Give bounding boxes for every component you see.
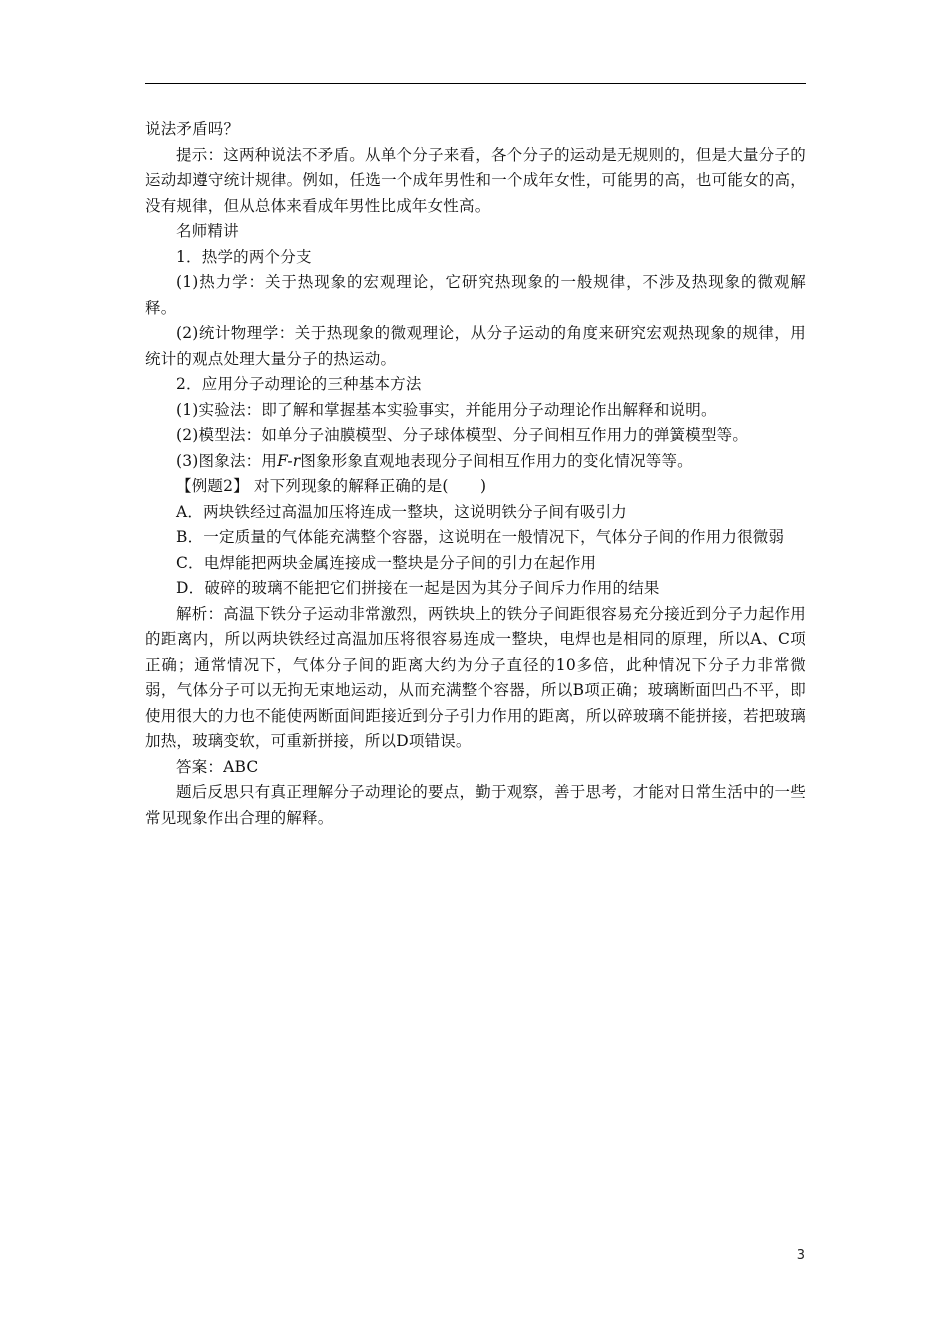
section-heading-explanation: 名师精讲	[176, 222, 239, 240]
subheading-thermal-branches: 1．热学的两个分支	[176, 247, 312, 266]
paragraph-answer: 答案：ABC	[176, 757, 259, 776]
graph-method-symbol: F-r	[277, 451, 301, 470]
paragraph-model-method: (2)模型法：如单分子油膜模型、分子球体模型、分子间相互作用力的弹簧模型等。	[176, 426, 749, 444]
paragraph-analysis: 解析：高温下铁分子运动非常激烈，两铁块上的铁分子间距很容易充分接近到分子力起作用的距离内，所以两块铁经过高温加压将很容易连成一整块，电焊也是相同的原理，所以A、C项正确；通常情况下，气体分子间的距离大约为分子直径的10多倍，此种情况下分子力非常微弱，气体分子可以无拘无束地运动，从而充满整个容器，所以B项正确；玻璃断面凹凸不平，即使用很大的力也不能使两断面间距接近到分子引力作用的距离，所以碎玻璃不能拼接，若把玻璃加热，玻璃变软，可重新拼接，所以D项错误。	[145, 604, 806, 750]
option-a: A．两块铁经过高温加压将连成一整块，这说明铁分子间有吸引力	[176, 502, 627, 521]
paragraph-hint: 提示：这两种说法不矛盾。从单个分子来看，各个分子的运动是无规则的，但是大量分子的运动却遵守统计规律。例如，任选一个成年男性和一个成年女性，可能男的高，也可能女的高，没有规律，但从总体来看成年男性比成年女性高。	[145, 145, 806, 215]
paragraph-statistical-physics: (2)统计物理学：关于热现象的微观理论，从分子运动的角度来研究宏观热现象的规律，用统计的观点处理大量分子的热运动。	[145, 324, 806, 368]
option-c: C．电焊能把两块金属连接成一整块是分子间的引力在起作用	[176, 553, 597, 572]
paragraph-thermodynamics: (1)热力学：关于热现象的宏观理论，它研究热现象的一般规律，不涉及热现象的微观解释。	[145, 273, 806, 317]
graph-method-suffix: 图象形象直观地表现分子间相互作用力的变化情况等等。	[300, 451, 693, 470]
paragraph-reflection: 题后反思只有真正理解分子动理论的要点，勤于观察，善于思考，才能对日常生活中的一些常见现象作出合理的解释。	[145, 783, 806, 827]
page-number: 3	[796, 1248, 805, 1263]
document-body	[145, 117, 806, 831]
graph-method-prefix: (3)图象法：用	[176, 451, 278, 470]
option-d: D．破碎的玻璃不能把它们拼接在一起是因为其分子间斥力作用的结果	[176, 579, 660, 597]
paragraph-experiment-method: (1)实验法：即了解和掌握基本实验事实，并能用分子动理论作出解释和说明。	[176, 400, 717, 419]
header-rule	[145, 83, 806, 84]
paragraph-graph-method	[145, 449, 806, 475]
paragraph-continuation: 说法矛盾吗？	[145, 120, 240, 138]
subheading-three-methods: 2．应用分子动理论的三种基本方法	[176, 375, 422, 393]
example-question: 【例题2】 对下列现象的解释正确的是( )	[176, 477, 487, 495]
option-b: B．一定质量的气体能充满整个容器，这说明在一般情况下，气体分子间的作用力很微弱	[176, 528, 785, 546]
